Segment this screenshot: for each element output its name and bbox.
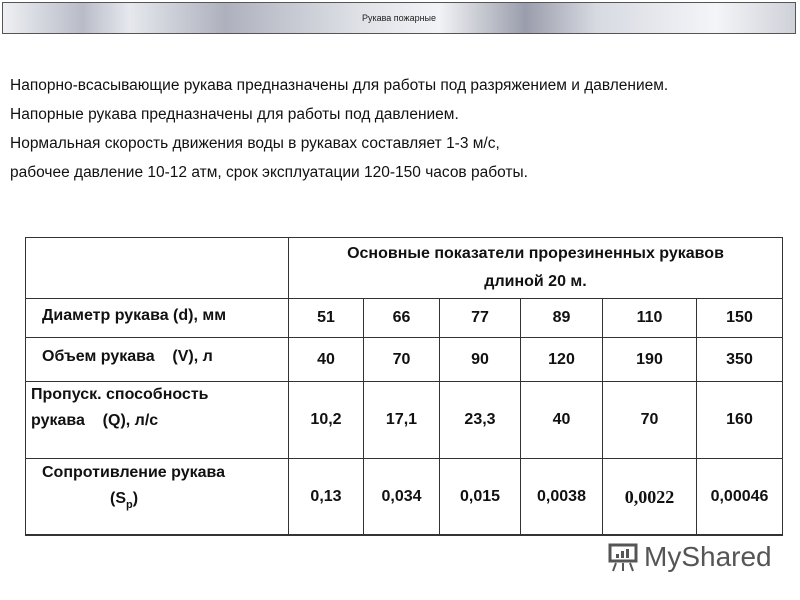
intro-line-2: Напорные рукава предназначены для работы под давлением. <box>10 106 459 123</box>
table-cell: 66 <box>392 309 411 326</box>
table-cell: 40 <box>317 350 335 368</box>
watermark-text: MyShared <box>644 541 772 572</box>
row-label-volume: Объем рукава (V), л <box>42 348 213 365</box>
table-cell: 17,1 <box>385 411 418 428</box>
presentation-board-icon <box>606 541 640 573</box>
table-cell: 110 <box>636 309 663 326</box>
table-cell: 90 <box>471 350 489 368</box>
table-cell: 70 <box>640 411 659 428</box>
table-cell: 0,00046 <box>710 487 769 505</box>
table-cell: 190 <box>636 350 663 368</box>
myshared-watermark <box>606 540 772 574</box>
table-cell: 0,0038 <box>537 487 586 505</box>
table-cell: 0,0022 <box>624 486 675 507</box>
table-cell: 350 <box>726 350 753 368</box>
row-label-resistance-line-2 <box>110 489 138 509</box>
table-cell: 150 <box>726 309 753 326</box>
table-border <box>25 534 783 536</box>
row-label-diameter: Диаметр рукава (d), мм <box>42 307 227 324</box>
table-cell: 23,3 <box>464 411 496 428</box>
resistance-close-paren: ) <box>132 490 139 507</box>
table-border <box>782 237 783 535</box>
row-label-throughput-line-1: Пропуск. способность <box>31 386 209 403</box>
table-border <box>25 237 26 535</box>
resistance-subscript: p <box>126 499 133 511</box>
intro-line-3: Нормальная скорость движения воды в рукавах составляет 1-3 м/с, <box>10 135 500 152</box>
table-cell: 0,015 <box>459 487 501 505</box>
table-cell: 70 <box>392 350 411 368</box>
table-cell: 10,2 <box>310 411 342 428</box>
table-border <box>25 237 783 238</box>
header-line-1: Основные показатели прорезиненных рукавов <box>347 245 724 262</box>
table-cell: 160 <box>726 411 753 428</box>
table-cell: 0,034 <box>381 487 422 505</box>
window-title: Рукава пожарные <box>361 13 437 23</box>
header-line-2: длиной 20 м. <box>484 273 587 290</box>
row-label-resistance-line-1: Сопротивление рукава <box>42 464 226 481</box>
table-cell: 77 <box>471 309 489 326</box>
table-cell: 40 <box>552 411 571 428</box>
table-cell: 51 <box>317 309 335 326</box>
row-label-throughput-line-2: рукава (Q), л/с <box>31 412 159 429</box>
table-cell: 89 <box>552 309 571 326</box>
resistance-symbol: (S <box>110 490 126 507</box>
intro-line-4: рабочее давление 10-12 атм, срок эксплуатации 120-150 часов работы. <box>10 164 528 181</box>
table-cell: 0,13 <box>310 487 342 505</box>
intro-line-1: Напорно-всасывающие рукава предназначены для работы под разряжением и давлением. <box>10 77 669 94</box>
table-cell: 120 <box>548 350 575 368</box>
